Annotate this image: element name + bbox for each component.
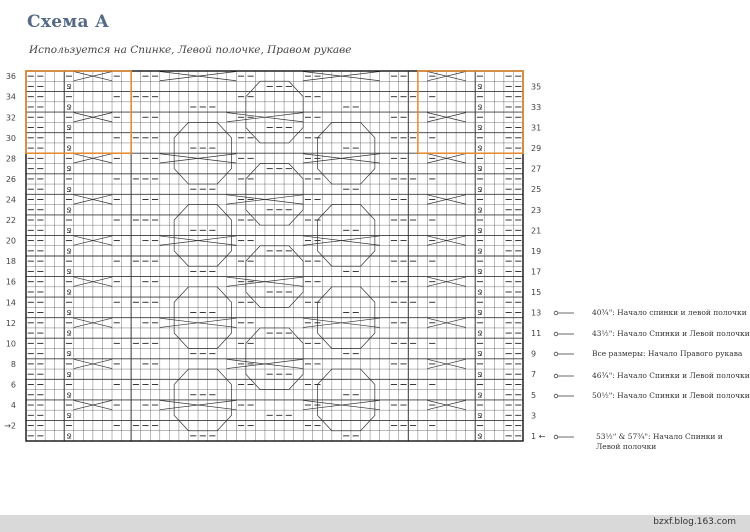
row-label-right: 7 <box>531 370 537 380</box>
twisted-stitch-symbol: Ջ <box>477 124 483 133</box>
row-label-left: 22 <box>5 216 16 226</box>
twisted-stitch-symbol: Ջ <box>66 268 72 277</box>
row-label-right: 25 <box>531 185 542 195</box>
row-label-left: 8 <box>10 359 16 369</box>
row-label-left: 34 <box>5 92 16 102</box>
row-label-left: 16 <box>5 277 16 287</box>
row-label-right: 21 <box>531 226 542 236</box>
twisted-stitch-symbol: Ջ <box>66 103 72 112</box>
twisted-stitch-symbol: Ջ <box>477 165 483 174</box>
row-label-right: 31 <box>531 123 542 133</box>
row-label-right: 17 <box>531 267 542 277</box>
twisted-stitch-symbol: Ջ <box>477 309 483 318</box>
row-label-right: 1 ← <box>531 431 546 441</box>
twisted-stitch-symbol: Ջ <box>477 391 483 400</box>
chart-subtitle: Используется на Спинке, Левой полочке, Правом рукаве <box>29 44 352 56</box>
row-label-right: 29 <box>531 144 542 154</box>
twisted-stitch-symbol: Ջ <box>477 350 483 359</box>
twisted-stitch-symbol: Ջ <box>66 411 72 420</box>
twisted-stitch-symbol: Ջ <box>66 144 72 153</box>
size-note: 43½": Начало Спинки и Левой полочки <box>592 329 750 338</box>
row-label-left: 32 <box>5 113 16 123</box>
twisted-stitch-symbol: Ջ <box>477 329 483 338</box>
note-marker <box>554 394 558 398</box>
twisted-stitch-symbol: Ջ <box>477 144 483 153</box>
row-label-left: 12 <box>5 318 16 328</box>
twisted-stitch-symbol: Ջ <box>66 350 72 359</box>
row-label-left: 14 <box>5 298 16 308</box>
row-label-left: 30 <box>5 133 16 143</box>
twisted-stitch-symbol: Ջ <box>477 206 483 215</box>
row-label-right: 23 <box>531 205 542 215</box>
row-label-left: →2 <box>4 421 16 431</box>
twisted-stitch-symbol: Ջ <box>66 370 72 379</box>
chart-title: Схема А <box>27 12 110 32</box>
row-label-right: 33 <box>531 102 542 112</box>
note-marker <box>554 352 558 356</box>
row-label-right: 11 <box>531 329 542 339</box>
row-label-left: 20 <box>5 236 16 246</box>
row-label-right: 15 <box>531 287 542 297</box>
twisted-stitch-symbol: Ջ <box>477 226 483 235</box>
row-label-right: 3 <box>531 411 537 421</box>
twisted-stitch-symbol: Ջ <box>66 288 72 297</box>
note-marker <box>554 332 558 336</box>
row-label-left: 10 <box>5 339 16 349</box>
twisted-stitch-symbol: Ջ <box>66 83 72 92</box>
size-note: 40¾": Начало спинки и левой полочки <box>592 308 747 317</box>
row-label-left: 4 <box>10 401 16 411</box>
twisted-stitch-symbol: Ջ <box>477 247 483 256</box>
twisted-stitch-symbol: Ջ <box>66 165 72 174</box>
size-note: 50½": Начало Спинки и Левой полочки <box>592 391 750 400</box>
size-note: 46¾": Начало Спинки и Левой полочки <box>592 371 750 380</box>
row-label-left: 28 <box>5 154 16 164</box>
twisted-stitch-symbol: Ջ <box>477 83 483 92</box>
row-label-right: 27 <box>531 164 542 174</box>
twisted-stitch-symbol: Ջ <box>66 309 72 318</box>
row-label-left: 6 <box>10 380 16 390</box>
twisted-stitch-symbol: Ջ <box>66 247 72 256</box>
note-marker <box>554 435 558 439</box>
row-label-left: 26 <box>5 174 16 184</box>
twisted-stitch-symbol: Ջ <box>66 329 72 338</box>
row-label-right: 5 <box>531 390 537 400</box>
twisted-stitch-symbol: Ջ <box>66 432 72 441</box>
size-note: 53½" & 57¾": Начало Спинки и Левой полочки <box>596 432 723 451</box>
twisted-stitch-symbol: Ջ <box>477 103 483 112</box>
twisted-stitch-symbol: Ջ <box>66 124 72 133</box>
row-label-right: 19 <box>531 246 542 256</box>
twisted-stitch-symbol: Ջ <box>66 226 72 235</box>
twisted-stitch-symbol: Ջ <box>477 288 483 297</box>
footer-bar <box>0 515 750 532</box>
size-note: Все размеры: Начало Правого рукава <box>592 349 743 358</box>
twisted-stitch-symbol: Ջ <box>66 206 72 215</box>
twisted-stitch-symbol: Ջ <box>66 185 72 194</box>
row-label-left: 18 <box>5 257 16 267</box>
note-marker <box>554 311 558 315</box>
twisted-stitch-symbol: Ջ <box>66 391 72 400</box>
watermark: bzxf.blog.163.com <box>653 517 736 527</box>
twisted-stitch-symbol: Ջ <box>477 185 483 194</box>
twisted-stitch-symbol: Ջ <box>477 268 483 277</box>
row-label-left: 24 <box>5 195 16 205</box>
twisted-stitch-symbol: Ջ <box>477 370 483 379</box>
note-marker <box>554 374 558 378</box>
row-label-left: 36 <box>5 72 16 82</box>
row-label-right: 35 <box>531 82 542 92</box>
twisted-stitch-symbol: Ջ <box>477 411 483 420</box>
row-label-right: 9 <box>531 349 537 359</box>
twisted-stitch-symbol: Ջ <box>477 432 483 441</box>
row-label-right: 13 <box>531 308 542 318</box>
